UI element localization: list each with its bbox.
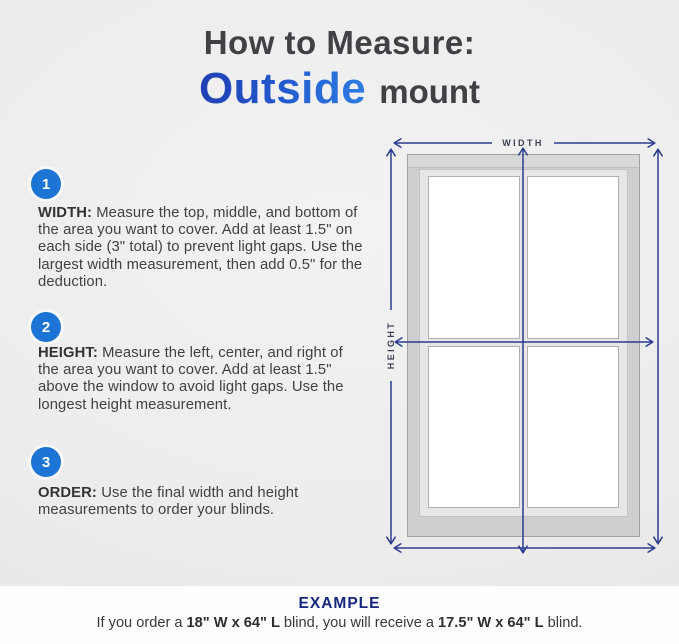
window-measurement-diagram (375, 125, 675, 565)
page-title: How to Measure: (203, 24, 476, 61)
step-3-label: ORDER: (38, 485, 97, 501)
step-3-body: Use the final width and height measurements to order your blinds. (38, 485, 299, 519)
example-middle: blind, you will receive a (279, 615, 439, 631)
step-2-body: Measure the left, center, and right of the area you want to cover. Add at least 1.5" above the window to avoid light gaps. Use the longest height measurement. (38, 345, 344, 413)
window-pane-top-right (527, 176, 619, 339)
example-suffix: blind. (543, 615, 583, 631)
example-footer (0, 586, 679, 644)
step-1-body: Measure the top, middle, and bottom of the area you want to cover. Add at least 1.5" on each side (3" total) to prevent light gaps. Use the largest width measurement, then add 0.5" for the deduction. (38, 205, 363, 290)
window-pane-bottom-left (428, 346, 520, 509)
window-pane-bottom-right (527, 346, 619, 509)
mount-type-suffix: mount (379, 73, 481, 110)
window-panes (428, 176, 619, 508)
page-subtitle (0, 64, 679, 114)
example-receive-size: 17.5" W x 64" L (438, 615, 544, 631)
window-inner-frame (419, 169, 628, 517)
height-measure-label: HEIGHT (386, 320, 396, 370)
example-heading: EXAMPLE (298, 595, 381, 612)
window-pane-top-left (428, 176, 520, 339)
window-illustration (407, 154, 640, 537)
title-block (0, 24, 679, 114)
example-prefix: If you order a (96, 615, 187, 631)
step-1-text (38, 205, 364, 291)
step-3-text (38, 485, 364, 519)
mount-type-highlight: Outside (198, 64, 367, 113)
step-2-badge: 2 (31, 312, 61, 342)
width-measure-label: WIDTH (502, 138, 544, 148)
step-3-badge: 3 (31, 447, 61, 477)
example-order-size: 18" W x 64" L (186, 615, 280, 631)
example-sentence (0, 615, 679, 631)
step-2-text (38, 345, 364, 414)
step-1-badge: 1 (31, 169, 61, 199)
step-1-label: WIDTH: (38, 205, 93, 221)
window-top-frame (408, 155, 639, 168)
step-2-label: HEIGHT: (38, 345, 98, 361)
